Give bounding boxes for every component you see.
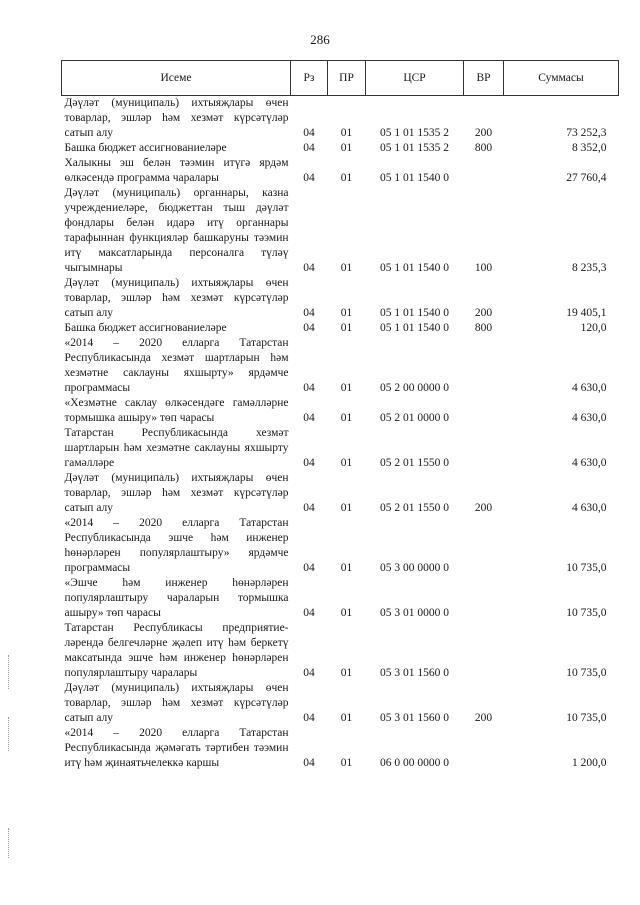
row-name: Дәүләт (муниципаль) ихтыяҗлары өчен товарлар, эшләр һәм хезмәт күрсәтүләр сатып алу xyxy=(64,472,289,514)
row-csr: 06 0 00 0000 0 xyxy=(380,757,449,769)
header-csr: ЦСР xyxy=(366,61,464,96)
table-row xyxy=(62,96,619,142)
row-vr: 800 xyxy=(474,142,493,154)
row-rz: 04 xyxy=(303,457,315,469)
row-rz: 04 xyxy=(303,562,315,574)
row-csr: 05 1 01 1535 2 xyxy=(380,142,449,154)
header-pr: ПР xyxy=(328,61,366,96)
row-rz: 04 xyxy=(303,667,315,679)
budget-table xyxy=(61,60,619,771)
table-row xyxy=(62,516,619,576)
row-name: Башка бюджет ассигнованиеләре xyxy=(64,142,227,154)
row-name: Халыкны эш белән тәэмин итүгә ярдәм өлкәсендә программа чаралары xyxy=(64,157,289,184)
row-sum: 8 352,0 xyxy=(572,142,607,154)
table-header-row xyxy=(62,61,619,96)
row-vr: 800 xyxy=(474,322,493,334)
table-row xyxy=(62,726,619,771)
row-vr: 200 xyxy=(474,127,493,139)
row-name: «Хезмәтне саклау өлкәсендәге гамәлләрне тормышка ашыру» төп чарасы xyxy=(64,397,289,424)
row-name: «Эшче һәм инженер һөнәрләрен популярлаштыру чараларын тормышка ашыру» төп чарасы xyxy=(64,577,289,619)
row-sum: 73 252,3 xyxy=(566,127,607,139)
row-rz: 04 xyxy=(303,412,315,424)
page-number: 286 xyxy=(310,32,330,47)
row-pr: 01 xyxy=(340,127,353,139)
row-rz: 04 xyxy=(303,712,315,724)
row-pr: 01 xyxy=(340,667,353,679)
margin-mark xyxy=(8,828,9,858)
row-sum: 4 630,0 xyxy=(572,382,607,394)
row-name: Башка бюджет ассигнованиеләре xyxy=(64,322,227,334)
row-rz: 04 xyxy=(303,307,315,319)
row-sum: 4 630,0 xyxy=(572,457,607,469)
row-pr: 01 xyxy=(340,382,353,394)
table-row xyxy=(62,321,619,336)
row-vr xyxy=(464,336,504,396)
row-name: Дәүләт (муниципаль) ихтыяҗлары өчен товарлар, эшләр һәм хезмәт күрсәтүләр сатып алу xyxy=(64,682,289,724)
row-rz: 04 xyxy=(303,322,315,334)
row-vr: 200 xyxy=(474,502,493,514)
table-row xyxy=(62,156,619,186)
margin-mark xyxy=(8,655,9,689)
row-vr xyxy=(464,726,504,771)
row-pr: 01 xyxy=(340,502,353,514)
row-rz: 04 xyxy=(303,502,315,514)
row-name: Дәүләт (муниципаль) ихтыяҗлары өчен товарлар, эшләр һәм хезмәт күрсәтүләр сатып алу xyxy=(64,277,289,319)
row-rz: 04 xyxy=(303,382,315,394)
row-pr: 01 xyxy=(340,307,353,319)
row-pr: 01 xyxy=(340,262,353,274)
row-rz: 04 xyxy=(303,127,315,139)
row-pr: 01 xyxy=(340,457,353,469)
row-csr: 05 1 01 1540 0 xyxy=(380,262,449,274)
row-sum: 1 200,0 xyxy=(572,757,607,769)
margin-mark xyxy=(8,717,9,751)
row-sum: 19 405,1 xyxy=(566,307,607,319)
table-row xyxy=(62,471,619,516)
row-vr xyxy=(464,516,504,576)
row-sum: 10 735,0 xyxy=(566,562,607,574)
row-vr xyxy=(464,396,504,426)
table-row xyxy=(62,141,619,156)
row-sum: 4 630,0 xyxy=(572,502,607,514)
table-row xyxy=(62,396,619,426)
row-csr: 05 1 01 1535 2 xyxy=(380,127,449,139)
row-rz: 04 xyxy=(303,757,315,769)
row-name: Татарстан Республикасында хезмәт шартларын һәм хезмәтне саклауны яхшырту гамәлләре xyxy=(64,427,289,469)
row-sum: 10 735,0 xyxy=(566,607,607,619)
row-name: «2014 – 2020 елларга Татарстан Республикасында җәмәгать тәртибен тәэмин итү һәм җинаятьчелеккә каршы xyxy=(64,727,289,769)
row-sum: 8 235,3 xyxy=(572,262,607,274)
row-csr: 05 2 01 1550 0 xyxy=(380,502,449,514)
row-pr: 01 xyxy=(340,142,353,154)
row-name: Дәүләт (муниципаль) органнары, казна учреждениеләре, бюджеттан тыш дәүләт фондлары белән идарә итү органнары тарафыннан функцияләр башкаруны тәэмин итү максатларында персоналга түләү чыгымнары xyxy=(64,187,289,274)
row-pr: 01 xyxy=(340,757,353,769)
table-row xyxy=(62,621,619,681)
row-rz: 04 xyxy=(303,607,315,619)
table-row xyxy=(62,276,619,321)
row-csr: 05 2 01 1550 0 xyxy=(380,457,449,469)
row-pr: 01 xyxy=(340,712,353,724)
row-csr: 05 3 00 0000 0 xyxy=(380,562,449,574)
row-vr xyxy=(464,621,504,681)
row-rz: 04 xyxy=(303,262,315,274)
header-rz: Рз xyxy=(291,61,328,96)
row-sum: 4 630,0 xyxy=(572,412,607,424)
table-row xyxy=(62,681,619,726)
row-vr xyxy=(464,576,504,621)
row-csr: 05 1 01 1540 0 xyxy=(380,307,449,319)
table-row xyxy=(62,426,619,471)
header-sum: Суммасы xyxy=(504,61,619,96)
row-sum: 27 760,4 xyxy=(566,172,607,184)
row-csr: 05 2 01 0000 0 xyxy=(380,412,449,424)
row-sum: 120,0 xyxy=(580,322,607,334)
row-pr: 01 xyxy=(340,562,353,574)
row-csr: 05 3 01 1560 0 xyxy=(380,667,449,679)
row-vr xyxy=(464,426,504,471)
row-name: «2014 – 2020 елларга Татарстан Республикасында хезмәт шартларын һәм хезмәтне саклауны яхшырту» ярдәмче программасы xyxy=(64,337,289,394)
row-csr: 05 1 01 1540 0 xyxy=(380,322,449,334)
row-csr: 05 2 00 0000 0 xyxy=(380,382,449,394)
row-sum: 10 735,0 xyxy=(566,712,607,724)
row-rz: 04 xyxy=(303,172,315,184)
row-vr: 200 xyxy=(474,712,493,724)
row-pr: 01 xyxy=(340,607,353,619)
table-row xyxy=(62,336,619,396)
row-pr: 01 xyxy=(340,172,353,184)
header-name: Исеме xyxy=(62,61,291,96)
row-vr xyxy=(464,156,504,186)
table-row xyxy=(62,186,619,276)
row-name: Дәүләт (муниципаль) ихтыяҗлары өчен товарлар, эшләр һәм хезмәт күрсәтүләр сатып алу xyxy=(64,97,289,139)
row-name: «2014 – 2020 елларга Татарстан Республикасында эшче һәм инженер һөнәрләрен популярлаштыру» ярдәмче программасы xyxy=(64,517,289,574)
row-pr: 01 xyxy=(340,412,353,424)
row-pr: 01 xyxy=(340,322,353,334)
table-row xyxy=(62,576,619,621)
row-rz: 04 xyxy=(303,142,315,154)
row-csr: 05 3 01 0000 0 xyxy=(380,607,449,619)
row-csr: 05 1 01 1540 0 xyxy=(380,172,449,184)
row-sum: 10 735,0 xyxy=(566,667,607,679)
row-name: Татарстан Республикасы предприятие-ләрендә белгечләрне җәлеп итү һәм беркетү максатында эшче һәм инженер һөнәрләрен популярлаштыру чаралары xyxy=(64,622,289,679)
row-csr: 05 3 01 1560 0 xyxy=(380,712,449,724)
row-vr: 200 xyxy=(474,307,493,319)
header-vr: ВР xyxy=(464,61,504,96)
row-vr: 100 xyxy=(474,262,493,274)
